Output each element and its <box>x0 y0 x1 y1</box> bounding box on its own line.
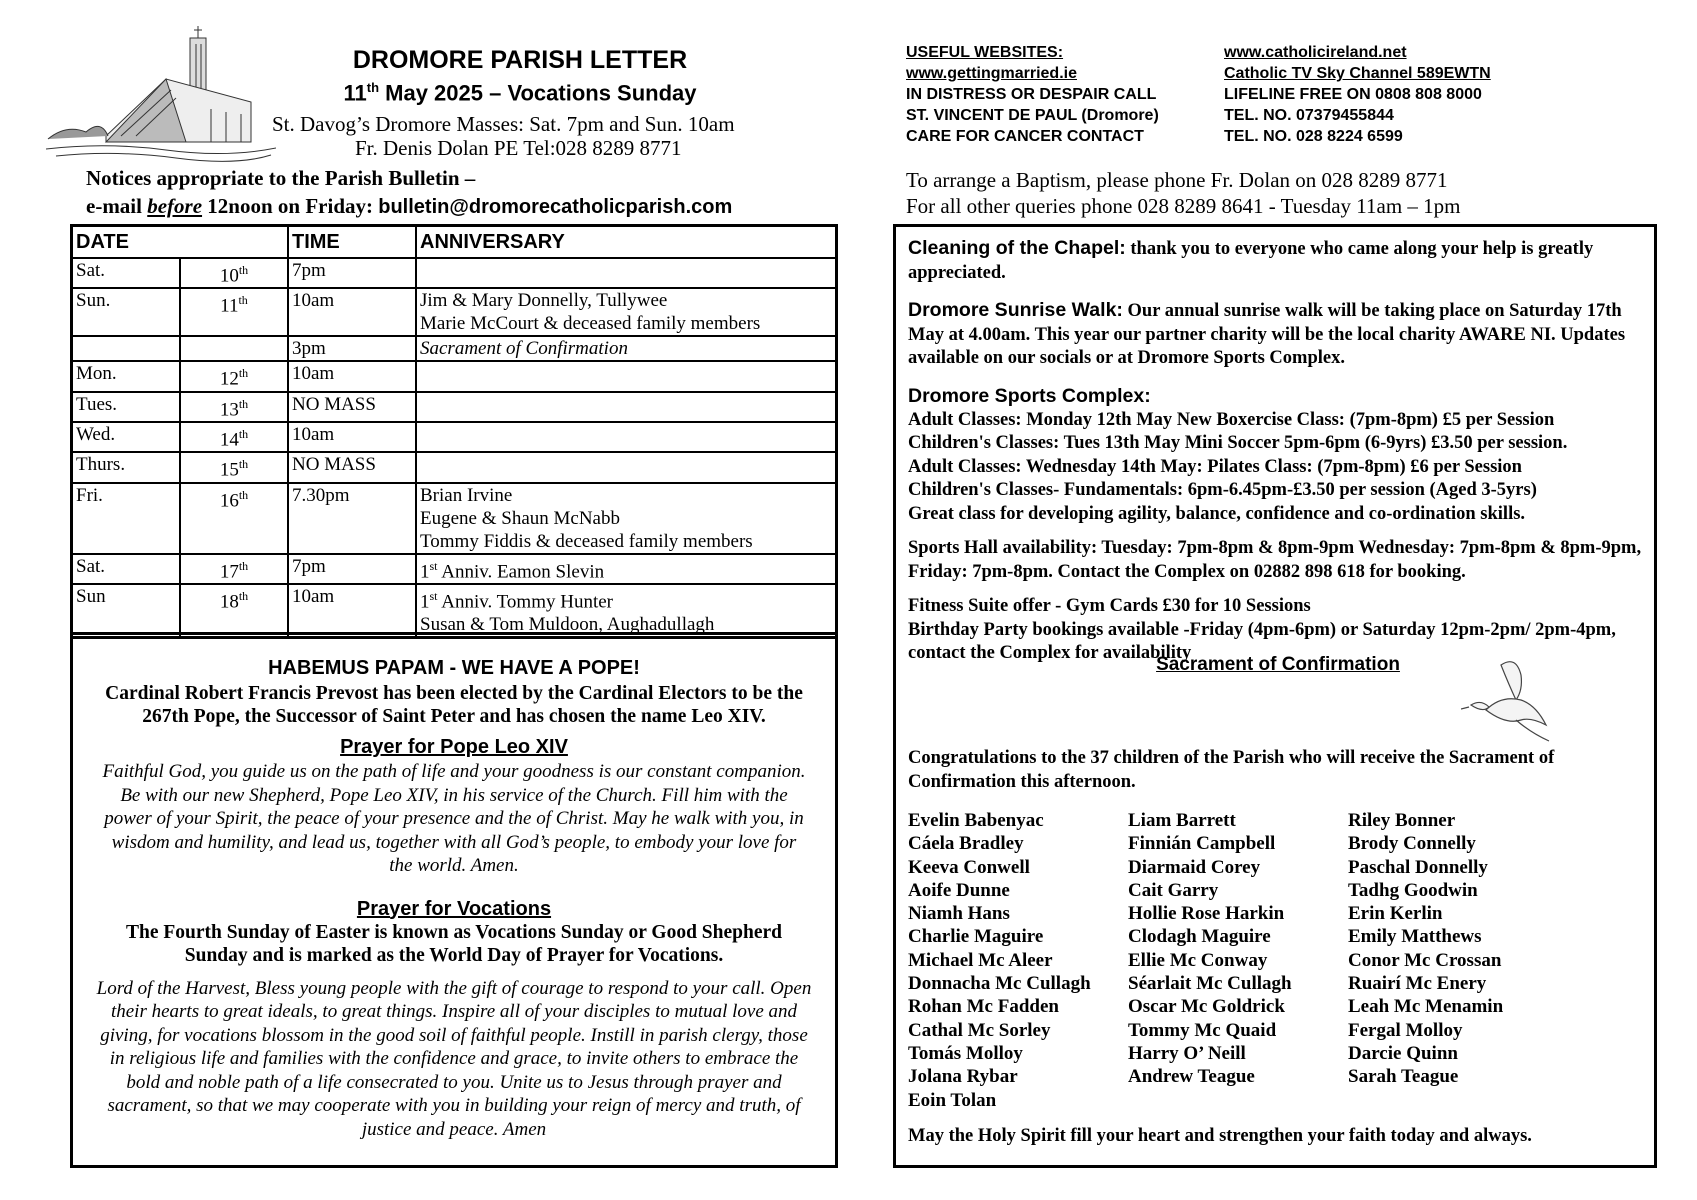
pope-text: Cardinal Robert Francis Prevost has been elected by the Cardinal Electors to be the 267th Pope, the Successor of Saint Peter and has chosen the name Leo XIV. <box>105 683 803 727</box>
pope-prayer-heading: Prayer for Pope Leo XIV <box>340 736 568 758</box>
vocations-text: The Fourth Sunday of Easter is known as Vocations Sunday or Good Shepherd Sunday and is marked as the World Day of Prayer for Vocations. <box>126 921 782 966</box>
confirmation-name: Ellie Mc Conway <box>1128 949 1268 971</box>
row-time: 3pm <box>288 336 416 361</box>
contact-label: ST. VINCENT DE PAUL (Dromore) <box>906 107 1159 124</box>
confirmation-name: Cathal Mc Sorley <box>908 1019 1051 1041</box>
confirmation-name: Finnián Campbell <box>1128 833 1276 855</box>
confirmation-name: Paschal Donnelly <box>1348 856 1488 878</box>
confirmation-name: Aoife Dunne <box>908 879 1010 901</box>
row-time: 10am <box>288 361 416 391</box>
notice-line: Notices appropriate to the Parish Bulletin – <box>86 166 476 190</box>
row-date: 13th <box>180 392 288 422</box>
row-day: Sun. <box>72 288 181 336</box>
table-row <box>72 554 837 584</box>
contact-row <box>906 44 1491 65</box>
mass-times: St. Davog’s Dromore Masses: Sat. 7pm and Sun. 10am <box>272 112 735 136</box>
confirmation-name: Harry O’ Neill <box>1128 1042 1246 1064</box>
confirmation-name: Riley Bonner <box>1348 810 1456 831</box>
row-day: Tues. <box>72 392 181 422</box>
row-date: 10th <box>180 258 288 288</box>
row-date: 12th <box>180 361 288 391</box>
queries-info: For all other queries phone 028 8289 8641 - Tuesday 11am – 1pm <box>906 194 1461 218</box>
table-row <box>72 361 837 391</box>
table-row <box>72 422 837 452</box>
cleaning-notice: Cleaning of the Chapel: thank you to everyone who came along your help is greatly appreciated. <box>908 237 1594 283</box>
names-column-1 <box>908 809 1128 1112</box>
confirmation-name: Hollie Rose Harkin <box>1128 903 1285 925</box>
sports-class-line: Great class for developing agility, balance, confidence and co-ordination skills. <box>908 503 1526 524</box>
confirmation-name: Ruairí Mc Enery <box>1348 973 1487 995</box>
row-date: 17th <box>180 554 288 584</box>
names-column-2 <box>1128 809 1348 1112</box>
confirmation-name: Eoin Tolan <box>908 1089 997 1111</box>
table-header-row <box>72 226 837 259</box>
bulletin-email[interactable]: bulletin@dromorecatholicparish.com <box>378 196 733 218</box>
header-time: TIME <box>288 226 416 259</box>
row-date: 15th <box>180 452 288 482</box>
confirmation-name: Jolana Rybar <box>908 1066 1018 1088</box>
sports-hall-notice: Sports Hall availability: Tuesday: 7pm-8pm & 8pm-9pm Wednesday: 7pm-8pm & 8pm-9pm, Friday: 7pm-8pm. Contact the Complex on 02882 898 618 for booking. <box>908 538 1642 582</box>
confirmation-name: Andrew Teague <box>1128 1066 1255 1088</box>
confirmation-name: Keeva Conwell <box>908 856 1030 878</box>
contact-label[interactable]: www.gettingmarried.ie <box>906 65 1077 82</box>
confirmation-name: Oscar Mc Goldrick <box>1128 996 1285 1018</box>
confirmation-name: Donnacha Mc Cullagh <box>908 973 1091 995</box>
confirmation-name: Diarmaid Corey <box>1128 856 1261 878</box>
sports-class-line: Adult Classes: Wednesday 14th May: Pilates Class: (7pm-8pm) £6 per Session <box>908 456 1522 477</box>
confirmation-names <box>908 809 1648 1112</box>
confirmation-name: Cáela Bradley <box>908 833 1024 855</box>
contact-row <box>906 128 1491 149</box>
confirmation-name: Fergal Molloy <box>1348 1019 1463 1041</box>
sports-class-line: Children's Classes: Tues 13th May Mini Soccer 5pm-6pm (6-9yrs) £3.50 per session. <box>908 433 1568 453</box>
table-row <box>72 483 837 554</box>
row-anniversary: 1st Anniv. Tommy Hunter Susan & Tom Muldoon, Aughadullagh <box>416 584 837 638</box>
sunrise-walk-notice: Dromore Sunrise Walk: Our annual sunrise walk will be taking place on Saturday 17th May at 4.00am. This year our partner charity will be the local charity AWARE NI. Updates available on our socials or at Dromore Sports Complex. <box>908 299 1626 368</box>
table-row <box>72 288 837 336</box>
confirmation-heading: Sacrament of Confirmation <box>1156 654 1400 675</box>
confirmation-name: Tomás Molloy <box>908 1042 1023 1064</box>
contact-value[interactable]: www.catholicireland.net <box>1224 44 1407 61</box>
table-row <box>72 258 837 288</box>
row-day: Sun <box>72 584 181 638</box>
contact-value[interactable]: Catholic TV Sky Channel 589EWTN <box>1224 65 1491 82</box>
date-line: 11th May 2025 – Vocations Sunday <box>343 80 697 106</box>
confirmation-text: Congratulations to the 37 children of the Parish who will receive the Sacrament of Confirmation this afternoon. <box>908 748 1555 792</box>
notice-email-line: e-mail before 12noon on Friday: bulletin@dromorecatholicparish.com <box>86 194 733 218</box>
row-time: 7pm <box>288 554 416 584</box>
confirmation-name: Niamh Hans <box>908 903 1010 925</box>
baptism-info: To arrange a Baptism, please phone Fr. Dolan on 028 8289 8771 <box>906 168 1448 192</box>
contact-value: TEL. NO. 07379455844 <box>1224 107 1394 124</box>
contact-label: CARE FOR CANCER CONTACT <box>906 128 1144 145</box>
notices-box <box>893 224 1657 1168</box>
row-time: 10am <box>288 288 416 336</box>
row-day: Mon. <box>72 361 181 391</box>
confirmation-name: Tadhg Goodwin <box>1348 879 1478 901</box>
sports-complex-heading: Dromore Sports Complex: <box>908 385 1151 407</box>
table-row <box>72 452 837 482</box>
row-date: 18th <box>180 584 288 638</box>
table-row <box>72 392 837 422</box>
row-anniversary: 1st Anniv. Eamon Slevin <box>416 554 837 584</box>
confirmation-name: Evelin Babenyac <box>908 810 1044 831</box>
contact-row <box>906 107 1491 128</box>
priest-contact: Fr. Denis Dolan PE Tel:028 8289 8771 <box>355 136 682 160</box>
row-time: 7pm <box>288 258 416 288</box>
fitness-notice: Fitness Suite offer - Gym Cards £30 for 10 Sessions Birthday Party bookings available -Friday (4pm-6pm) or Saturday 12pm-2pm/ 2pm-4pm, contact the Complex for availability <box>908 596 1616 663</box>
row-date <box>180 336 288 361</box>
row-time: 10am <box>288 422 416 452</box>
contact-row <box>906 86 1491 107</box>
confirmation-name: Tommy Mc Quaid <box>1128 1019 1277 1041</box>
names-column-3 <box>1348 809 1568 1112</box>
row-time: NO MASS <box>288 452 416 482</box>
row-time: 7.30pm <box>288 483 416 554</box>
closing-blessing: May the Holy Spirit fill your heart and strengthen your faith today and always. <box>908 1126 1532 1146</box>
sports-complex-notice <box>908 385 1648 526</box>
confirmation-name: Darcie Quinn <box>1348 1042 1458 1064</box>
row-day: Sat. <box>72 258 181 288</box>
contact-value: TEL. NO. 028 8224 6599 <box>1224 128 1403 145</box>
confirmation-name: Liam Barrett <box>1128 810 1236 831</box>
row-anniversary: Jim & Mary Donnelly, Tullywee Marie McCourt & deceased family members <box>416 288 837 336</box>
confirmation-name: Conor Mc Crossan <box>1348 949 1502 971</box>
row-anniversary <box>416 452 837 482</box>
row-anniversary <box>416 361 837 391</box>
confirmation-name: Clodagh Maguire <box>1128 926 1271 948</box>
header-date: DATE <box>72 226 289 259</box>
row-day: Wed. <box>72 422 181 452</box>
contact-row <box>906 65 1491 86</box>
useful-contacts <box>906 44 1491 149</box>
confirmation-name: Michael Mc Aleer <box>908 949 1053 971</box>
row-anniversary <box>416 422 837 452</box>
confirmation-name: Charlie Maguire <box>908 926 1044 948</box>
confirmation-name: Leah Mc Menamin <box>1348 996 1504 1018</box>
contact-label[interactable]: USEFUL WEBSITES: <box>906 44 1064 61</box>
header-anniversary: ANNIVERSARY <box>416 226 837 259</box>
row-day: Thurs. <box>72 452 181 482</box>
table-row <box>72 584 837 638</box>
confirmation-name: Sarah Teague <box>1348 1066 1459 1088</box>
vocations-heading: Prayer for Vocations <box>356 897 552 920</box>
sports-class-line: Children's Classes- Fundamentals: 6pm-6.45pm-£3.50 per session (Aged 3-5yrs) <box>908 480 1537 500</box>
pope-prayer-text: Faithful God, you guide us on the path of life and your goodness is our constant companion. Be with our new Shepherd, Pope Leo XIV, in his service of the Church. Fill him with the power of your Spirit, the peace of your presence and the of Christ. May he walk with you, in wisdom and humility, and lead us, together with all God’s people, to embody your love for the world. Amen. <box>102 761 806 876</box>
row-date: 11th <box>180 288 288 336</box>
pope-vocations-box <box>70 632 838 1168</box>
row-day: Fri. <box>72 483 181 554</box>
row-time: NO MASS <box>288 392 416 422</box>
row-day: Sat. <box>72 554 181 584</box>
pope-heading: HABEMUS PAPAM - WE HAVE A POPE! <box>268 657 640 679</box>
row-time: 10am <box>288 584 416 638</box>
confirmation-name: Cait Garry <box>1128 879 1219 901</box>
contact-value: LIFELINE FREE ON 0808 808 8000 <box>1224 86 1482 103</box>
confirmation-name: Emily Matthews <box>1348 926 1482 948</box>
confirmation-name: Brody Connelly <box>1348 833 1476 855</box>
vocations-prayer-text: Lord of the Harvest, Bless young people with the gift of courage to respond to your call. Open their hearts to great ideals, to great things. Inspire all of your disciples to mutual love and giving, for vocations blossom in the good soil of faithful people. Instill in parish clergy, those in religious life and families with the confidence and grace, to invite others to embrace the bold and noble path of a life consecrated to you. Unite us to Jesus through prayer and sacrament, so that we may cooperate with you in building your reign of mercy and truth, of justice and peace. Amen <box>96 977 812 1140</box>
sports-class-line: Adult Classes: Monday 12th May New Boxercise Class: (7pm-8pm) £5 per Session <box>908 409 1555 430</box>
row-anniversary <box>416 392 837 422</box>
contact-label: IN DISTRESS OR DESPAIR CALL <box>906 86 1157 103</box>
row-date: 14th <box>180 422 288 452</box>
page-title: DROMORE PARISH LETTER <box>352 46 688 74</box>
table-row <box>72 336 837 361</box>
row-anniversary <box>416 258 837 288</box>
church-illustration <box>46 24 276 166</box>
confirmation-name: Séarlait Mc Cullagh <box>1128 973 1292 995</box>
confirmation-name: Erin Kerlin <box>1348 903 1443 925</box>
row-date: 16th <box>180 483 288 554</box>
row-anniversary: Brian Irvine Eugene & Shaun McNabb Tommy Fiddis & deceased family members <box>416 483 837 554</box>
mass-schedule-table <box>70 224 838 639</box>
row-day <box>72 336 181 361</box>
confirmation-name: Rohan Mc Fadden <box>908 996 1059 1018</box>
row-anniversary: Sacrament of Confirmation <box>416 336 837 361</box>
